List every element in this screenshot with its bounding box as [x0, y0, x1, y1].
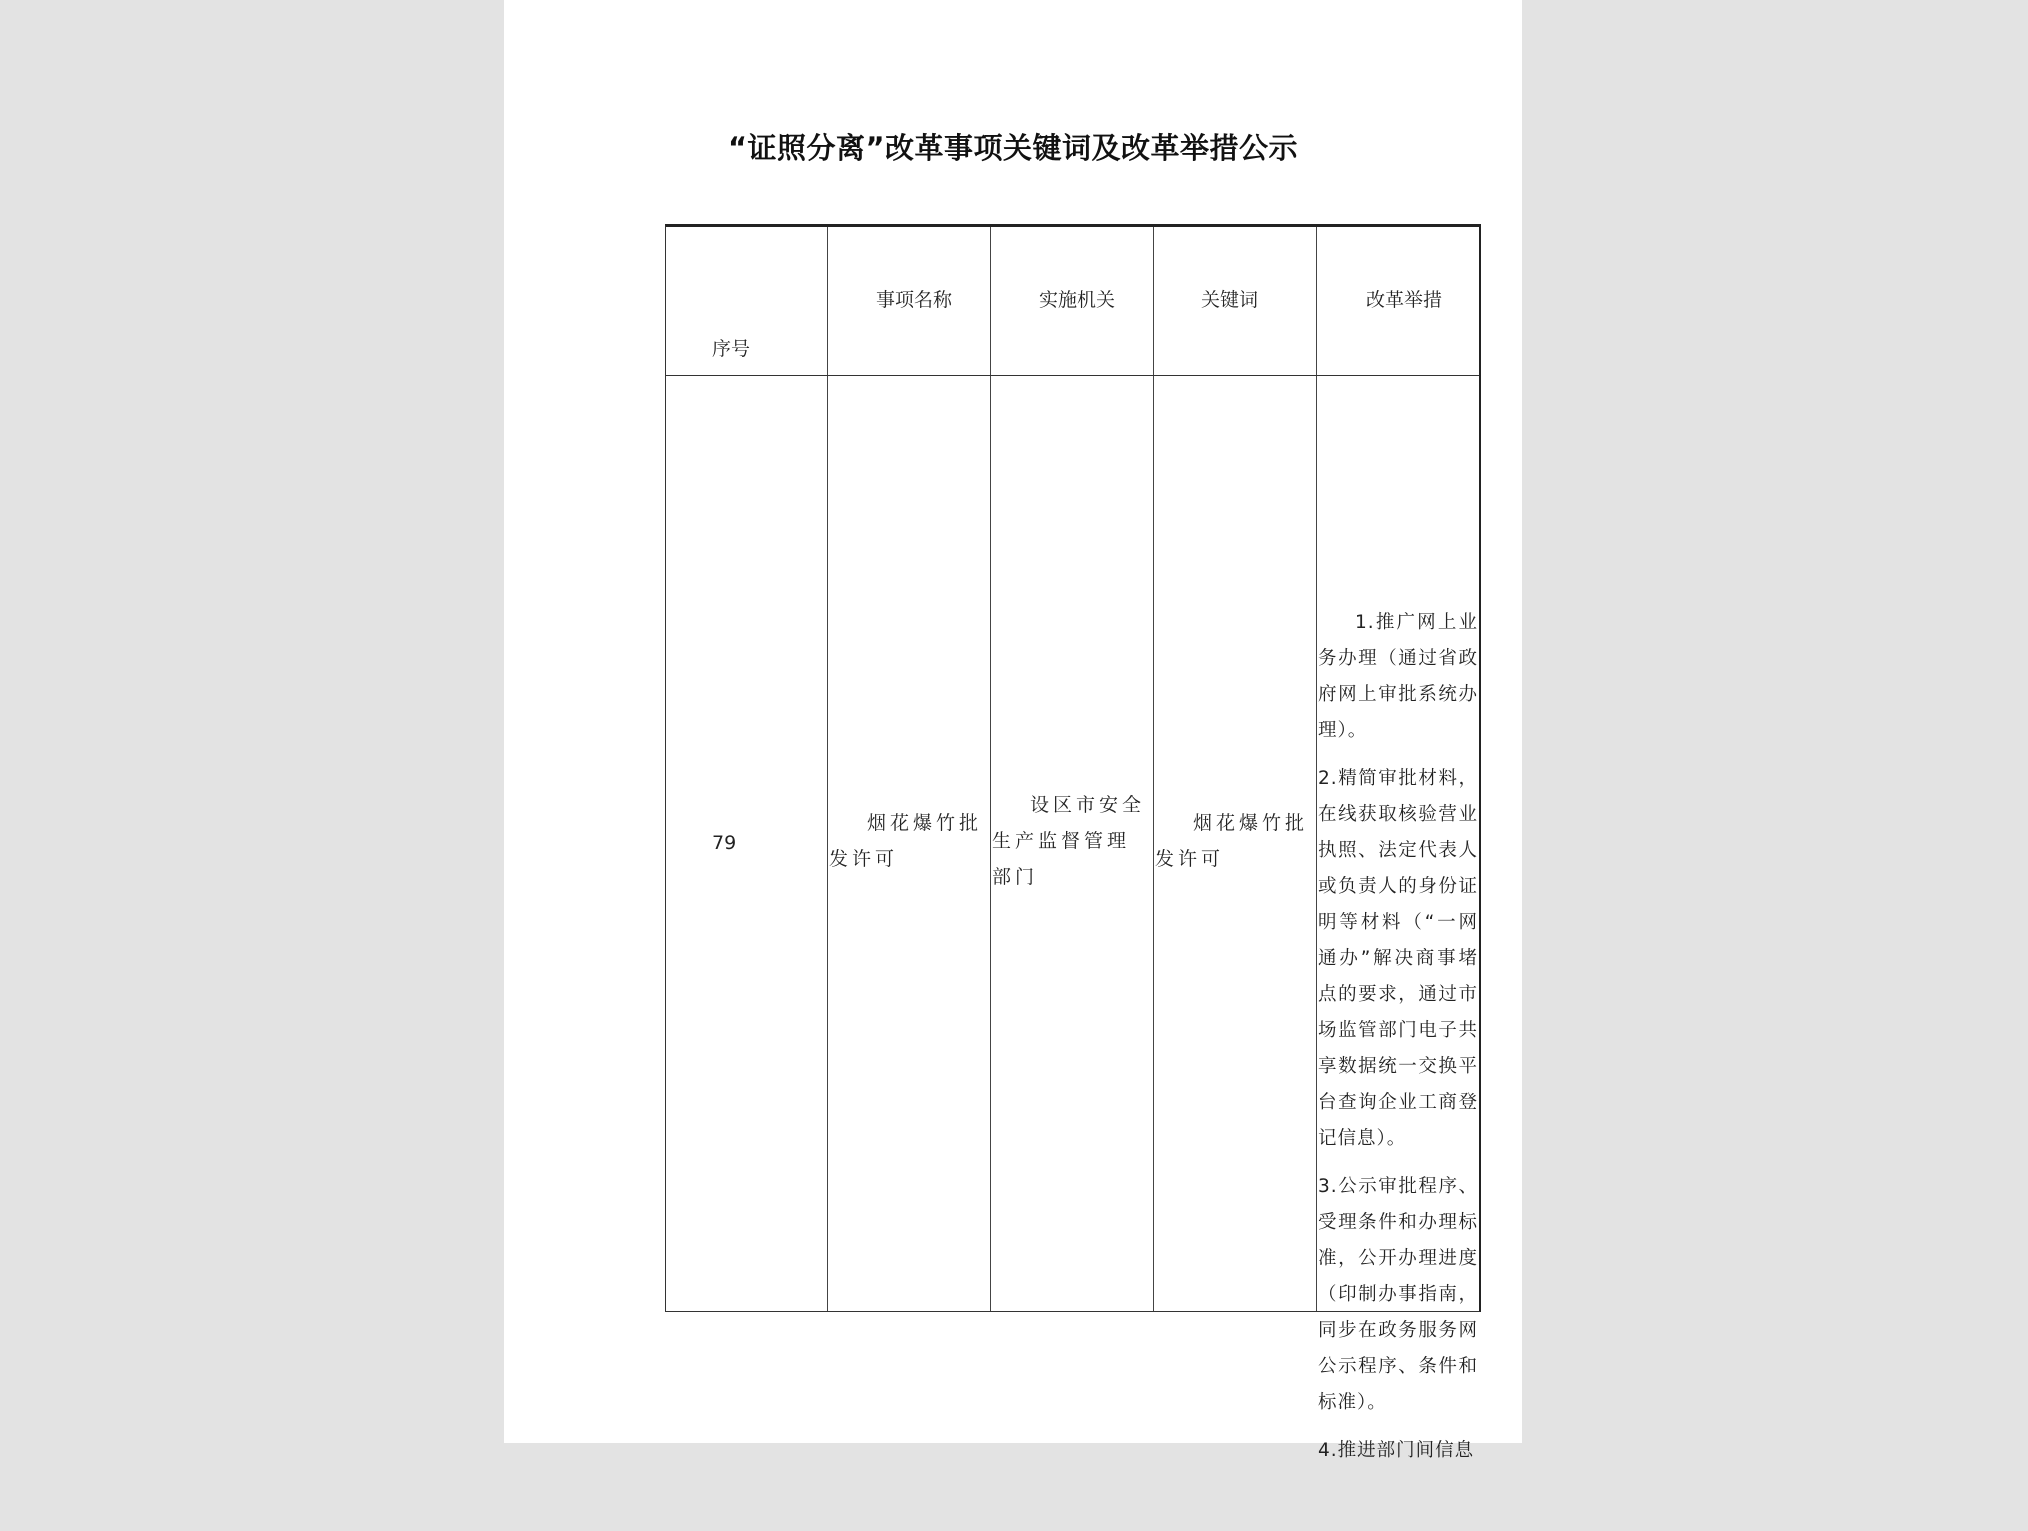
row-measures: [1318, 605, 1478, 1531]
measure-item: 1.推广网上业务办理（通过省政府网上审批系统办理）。: [1318, 612, 1478, 741]
column-divider: [1316, 227, 1317, 1311]
row-index: 79: [712, 832, 737, 854]
row-agency: 设区市安全生产监督管理部门: [992, 794, 1146, 888]
measure-item: 3.公示审批程序、受理条件和办理标准，公开办理进度（印制办事指南，同步在政务服务网公示程序、条件和标准）。: [1318, 1176, 1478, 1413]
column-divider: [827, 227, 828, 1311]
measure-item: 4.推进部门间信息: [1318, 1440, 1475, 1461]
header-keyword: 关键词: [1201, 289, 1259, 311]
reform-table: [665, 224, 1481, 1461]
document-title: “证照分离”改革事项关键词及改革举措公示: [727, 131, 1299, 165]
row-item-name: 烟花爆竹批发许可: [829, 812, 983, 870]
column-divider: [1153, 227, 1154, 1311]
document-page: [504, 0, 1522, 1461]
header-measures: 改革举措: [1366, 289, 1443, 311]
header-index: 序号: [712, 338, 751, 360]
measure-item: 2.精简审批材料，在线获取核验营业执照、法定代表人或负责人的身份证明等材料（“一网通办”解决商事堵点的要求，通过市场监管部门电子共享数据统一交换平台查询企业工商登记信息）。: [1318, 768, 1478, 1149]
header-divider: [666, 375, 1479, 376]
row-keyword: 烟花爆竹批发许可: [1155, 812, 1309, 870]
header-agency: 实施机关: [1039, 289, 1116, 311]
header-item-name: 事项名称: [876, 289, 953, 311]
column-divider: [990, 227, 991, 1311]
